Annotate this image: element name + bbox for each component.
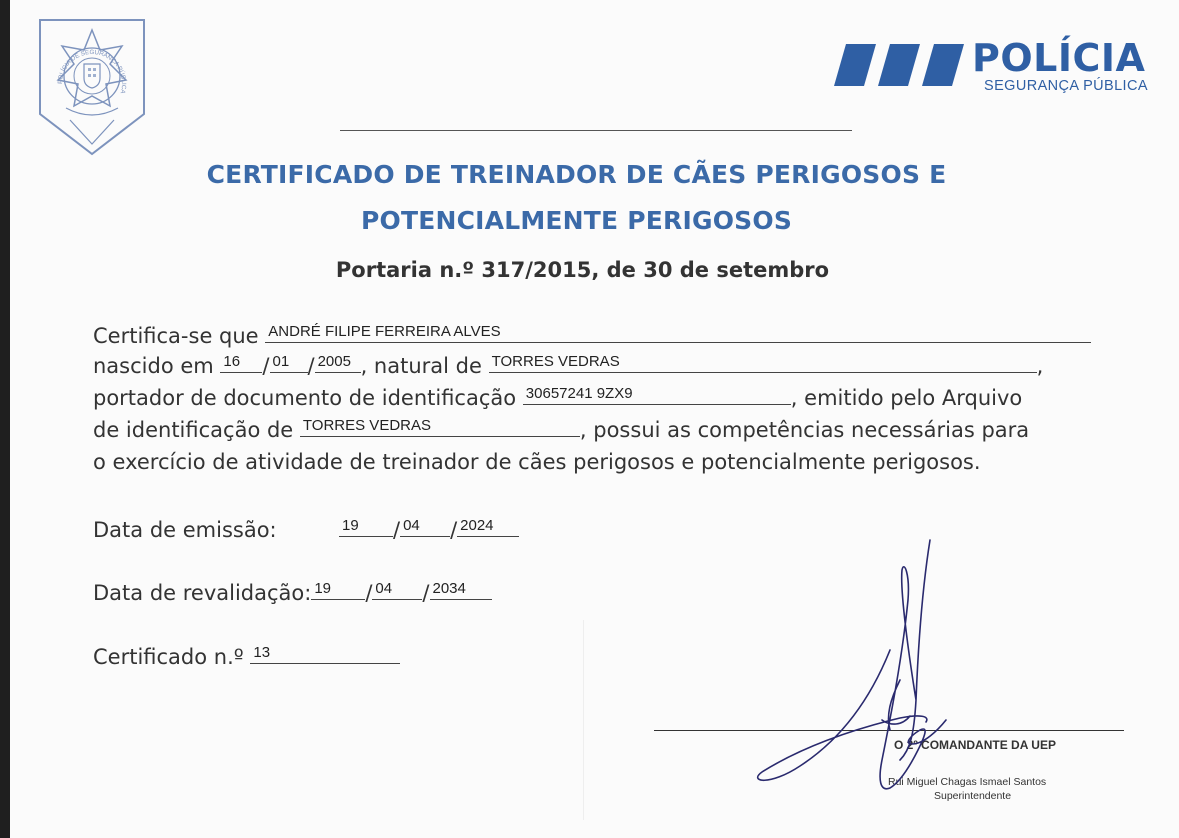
revalidation-month-field xyxy=(372,575,422,600)
logo-subtitle: SEGURANÇA PÚBLICA xyxy=(984,78,1148,94)
crest-ring-text: POLÍCIA DE SEGURANÇA PÚBLICA xyxy=(56,48,128,95)
archive-value: TORRES VEDRAS xyxy=(302,417,431,434)
certificate-page xyxy=(10,0,1179,838)
revalidation-day-value: 19 xyxy=(314,580,332,597)
birth-year-field xyxy=(315,348,361,373)
psp-stripes-icon xyxy=(832,42,967,88)
holder-name-field xyxy=(265,318,1091,343)
certify-label: Certifica-se que xyxy=(93,324,259,348)
certificate-number-value: 13 xyxy=(253,644,271,661)
certificate-title-line-1: CERTIFICADO DE TREINADOR DE CÃES PERIGOSOS E xyxy=(206,160,947,189)
body-line-1 xyxy=(93,318,1123,350)
scan-artifact-line xyxy=(583,620,584,820)
legal-reference: Portaria n.º 317/2015, de 30 de setembro xyxy=(335,258,830,282)
logo-word: POLÍCIA xyxy=(972,36,1146,80)
revalidation-day-field xyxy=(311,575,365,600)
body-line-2: nascido em 16 / 01 / 2005 , natural de TORRES VEDRAS , xyxy=(93,348,1123,380)
id-doc-field xyxy=(523,380,791,405)
certificate-number-field xyxy=(250,639,400,664)
birth-day-value: 16 xyxy=(223,353,241,370)
handwritten-signature xyxy=(740,530,980,830)
revalidation-date-row: Data de revalidação: 19 / 04 / 2034 xyxy=(93,575,1123,607)
natural-field xyxy=(489,348,1037,373)
emission-day-value: 19 xyxy=(342,517,359,534)
emission-year-field xyxy=(457,512,519,537)
revalidation-date-label: Data de revalidação: xyxy=(93,581,312,605)
issued-by-label: , emitido pelo Arquivo xyxy=(790,386,1023,410)
revalidation-month-value: 04 xyxy=(375,580,393,597)
emission-month-value: 04 xyxy=(403,517,420,534)
emission-date-row: Data de emissão: 19 / 04 / 2024 xyxy=(93,512,1123,544)
body-line-5 xyxy=(93,446,1123,478)
id-doc-label: portador de documento de identificação xyxy=(93,386,517,410)
body-line-4 xyxy=(93,412,1123,444)
header-divider xyxy=(340,130,852,131)
psp-logo xyxy=(832,38,1152,98)
birth-month-value: 01 xyxy=(272,353,290,370)
birth-year-value: 2005 xyxy=(317,353,351,370)
holder-name-value: ANDRÉ FILIPE FERREIRA ALVES xyxy=(268,323,501,340)
emission-day-field xyxy=(339,512,393,537)
certificate-title-line-2: POTENCIALMENTE PERIGOSOS xyxy=(360,206,793,235)
activity-text: o exercício de atividade de treinador de cães perigosos e potencialmente perigosos. xyxy=(93,450,981,474)
certificate-number-label: Certificado n.º xyxy=(93,645,244,669)
born-label: nascido em xyxy=(93,354,214,378)
signatory-rank: Superintendente xyxy=(934,790,1012,802)
revalidation-year-field xyxy=(430,575,492,600)
signatory-name: Rui Miguel Chagas Ismael Santos xyxy=(888,776,1047,788)
revalidation-year-value: 2034 xyxy=(432,580,466,597)
body-line-3 xyxy=(93,380,1123,412)
birth-day-field xyxy=(220,348,262,373)
archive-label: de identificação de xyxy=(93,418,294,442)
emission-month-field xyxy=(400,512,450,537)
signatory-role: O 2º COMANDANTE DA UEP xyxy=(894,738,1056,752)
natural-value: TORRES VEDRAS xyxy=(491,353,620,370)
emission-date-label: Data de emissão: xyxy=(93,518,277,542)
competences-label: , possui as competências necessárias para xyxy=(579,418,1030,442)
archive-field xyxy=(300,412,580,437)
id-doc-value: 30657241 9ZX9 xyxy=(525,385,633,402)
psp-crest-emblem xyxy=(36,16,148,158)
birth-month-field xyxy=(270,348,308,373)
natural-label: , natural de xyxy=(360,354,482,378)
emission-year-value: 2024 xyxy=(460,517,494,534)
